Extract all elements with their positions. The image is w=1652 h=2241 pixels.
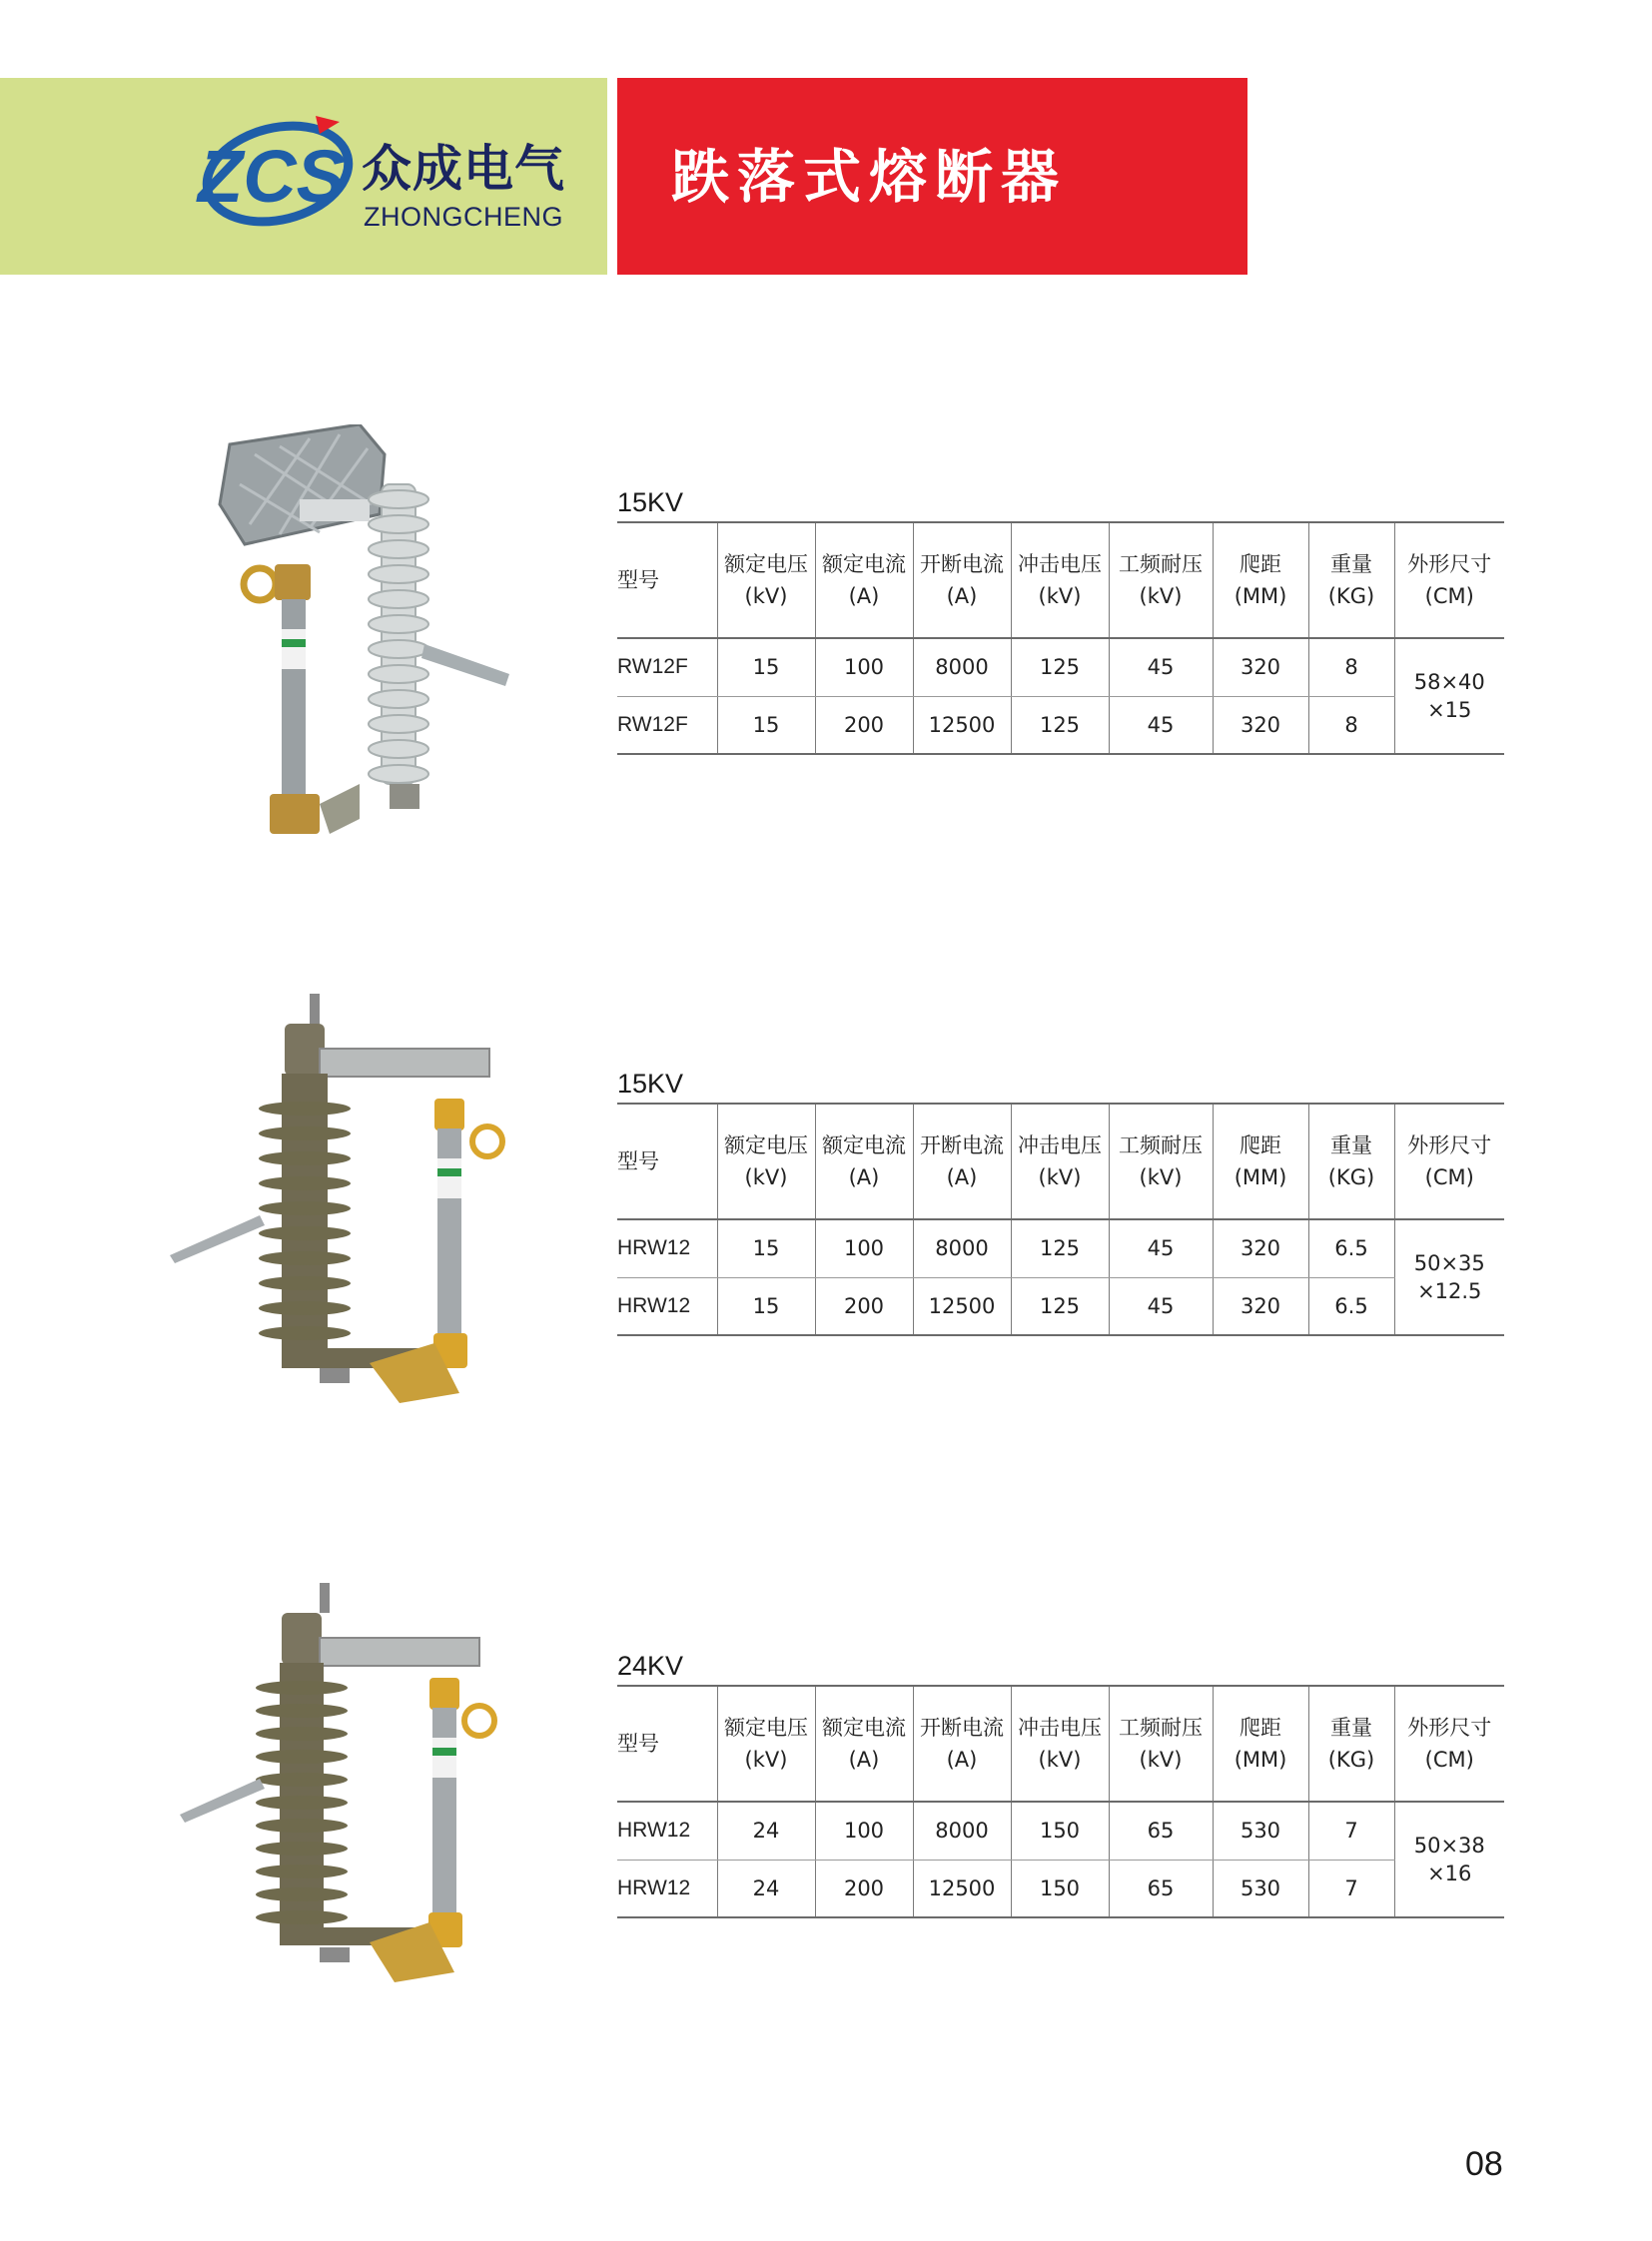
- table-header-row: [617, 1104, 1504, 1219]
- spec-table: [617, 1685, 1504, 1918]
- header-rated-current: 额定电流 (A): [815, 1686, 913, 1802]
- header-rated-current: 额定电流 (A): [815, 1104, 913, 1219]
- cell-rated-current: 100: [815, 1802, 913, 1860]
- cell-breaking-current: 8000: [913, 638, 1011, 696]
- brand-name-en: ZHONGCHENG: [364, 202, 563, 232]
- brand-name-cn: 众成电气: [362, 140, 565, 198]
- header-breaking-current: 开断电流 (A): [913, 1686, 1011, 1802]
- cell-weight: 7: [1308, 1802, 1394, 1860]
- cell-power-freq-withstand: 45: [1109, 638, 1213, 696]
- table-row: [617, 696, 1504, 754]
- cell-dimensions: 50×35 ×12.5: [1394, 1219, 1504, 1335]
- cell-model: HRW12: [617, 1875, 691, 1899]
- header-impulse-voltage: 冲击电压 (kV): [1011, 1686, 1109, 1802]
- header-creepage: 爬距 (MM): [1213, 1686, 1308, 1802]
- section-title: 15KV: [617, 487, 684, 517]
- cell-power-freq-withstand: 45: [1109, 1277, 1213, 1335]
- cell-model: RW12F: [617, 638, 717, 696]
- header-dimensions: 外形尺寸 (CM): [1394, 522, 1504, 638]
- cell-power-freq-withstand: 65: [1109, 1802, 1213, 1860]
- cell-impulse-voltage: 125: [1011, 1277, 1109, 1335]
- section-title: 15KV: [617, 1069, 684, 1099]
- header-rated-voltage: 额定电压 (kV): [717, 1686, 815, 1802]
- header-rated-current: 额定电流 (A): [815, 522, 913, 638]
- cell-rated-current: 200: [815, 1277, 913, 1335]
- cell-weight: 6.5: [1308, 1219, 1394, 1277]
- svg-text:ZCS: ZCS: [198, 135, 346, 218]
- cell-creepage: 530: [1213, 1860, 1308, 1917]
- cell-power-freq-withstand: 65: [1109, 1860, 1213, 1917]
- header-impulse-voltage: 冲击电压 (kV): [1011, 1104, 1109, 1219]
- cell-rated-voltage: 15: [717, 1219, 815, 1277]
- header-rated-voltage: 额定电压 (kV): [717, 1104, 815, 1219]
- cell-weight: 6.5: [1308, 1277, 1394, 1335]
- table-row: [617, 1860, 1504, 1917]
- cell-rated-current: 100: [815, 1219, 913, 1277]
- cell-rated-voltage: 15: [717, 1277, 815, 1335]
- cell-impulse-voltage: 125: [1011, 1219, 1109, 1277]
- table-header-row: [617, 1686, 1504, 1802]
- cell-rated-voltage: 15: [717, 638, 815, 696]
- header-creepage: 爬距 (MM): [1213, 1104, 1308, 1219]
- spec-table: [617, 521, 1504, 755]
- table-row: [617, 1277, 1504, 1335]
- cell-rated-current: 200: [815, 696, 913, 754]
- header-model: 型号: [617, 1732, 659, 1756]
- header-weight: 重量 (KG): [1308, 1104, 1394, 1219]
- cell-rated-voltage: 24: [717, 1860, 815, 1917]
- header-rated-voltage: 额定电压 (kV): [717, 522, 815, 638]
- cell-rated-current: 100: [815, 638, 913, 696]
- header-model: 型号: [617, 1149, 659, 1173]
- cell-weight: 8: [1308, 638, 1394, 696]
- cell-dimensions: 50×38 ×16: [1394, 1802, 1504, 1917]
- section-title: 24KV: [617, 1651, 684, 1681]
- cell-weight: 8: [1308, 696, 1394, 754]
- cell-breaking-current: 8000: [913, 1802, 1011, 1860]
- cell-impulse-voltage: 125: [1011, 638, 1109, 696]
- cell-creepage: 320: [1213, 696, 1308, 754]
- cell-impulse-voltage: 150: [1011, 1860, 1109, 1917]
- zcs-logo-icon: [190, 112, 360, 237]
- spec-table: [617, 1103, 1504, 1336]
- cell-creepage: 320: [1213, 638, 1308, 696]
- cell-model: RW12F: [617, 712, 688, 736]
- cell-model: HRW12: [617, 1219, 717, 1277]
- table-row: [617, 1219, 1504, 1277]
- cell-model: HRW12: [617, 1802, 717, 1860]
- cell-breaking-current: 12500: [913, 696, 1011, 754]
- polymer-drop-out-fuse-image: [180, 1583, 519, 2012]
- cell-breaking-current: 12500: [913, 1860, 1011, 1917]
- cell-power-freq-withstand: 45: [1109, 696, 1213, 754]
- cell-dimensions: 58×40 ×15: [1394, 638, 1504, 754]
- cell-creepage: 320: [1213, 1219, 1308, 1277]
- cell-rated-current: 200: [815, 1860, 913, 1917]
- table-row: [617, 638, 1504, 696]
- header-weight: 重量 (KG): [1308, 1686, 1394, 1802]
- cell-creepage: 320: [1213, 1277, 1308, 1335]
- cell-creepage: 530: [1213, 1802, 1308, 1860]
- header-power-freq-withstand: 工频耐压 (kV): [1109, 1104, 1213, 1219]
- header-creepage: 爬距 (MM): [1213, 522, 1308, 638]
- cell-breaking-current: 12500: [913, 1277, 1011, 1335]
- page-number: 08: [1465, 2145, 1503, 2183]
- cell-impulse-voltage: 150: [1011, 1802, 1109, 1860]
- header-breaking-current: 开断电流 (A): [913, 522, 1011, 638]
- cell-breaking-current: 8000: [913, 1219, 1011, 1277]
- header-weight: 重量 (KG): [1308, 522, 1394, 638]
- page-title: 跌落式熔断器: [671, 143, 1068, 211]
- table-header-row: [617, 522, 1504, 638]
- cell-rated-voltage: 15: [717, 696, 815, 754]
- polymer-drop-out-fuse-image: [170, 994, 509, 1423]
- header-impulse-voltage: 冲击电压 (kV): [1011, 522, 1109, 638]
- cell-rated-voltage: 24: [717, 1802, 815, 1860]
- cell-weight: 7: [1308, 1860, 1394, 1917]
- table-row: [617, 1802, 1504, 1860]
- header-power-freq-withstand: 工频耐压 (kV): [1109, 522, 1213, 638]
- cell-power-freq-withstand: 45: [1109, 1219, 1213, 1277]
- cell-model: HRW12: [617, 1293, 691, 1317]
- header-model: 型号: [617, 568, 659, 592]
- header-power-freq-withstand: 工频耐压 (kV): [1109, 1686, 1213, 1802]
- header-breaking-current: 开断电流 (A): [913, 1104, 1011, 1219]
- header-dimensions: 外形尺寸 (CM): [1394, 1686, 1504, 1802]
- porcelain-drop-out-fuse-image: [210, 424, 529, 844]
- header-dimensions: 外形尺寸 (CM): [1394, 1104, 1504, 1219]
- cell-impulse-voltage: 125: [1011, 696, 1109, 754]
